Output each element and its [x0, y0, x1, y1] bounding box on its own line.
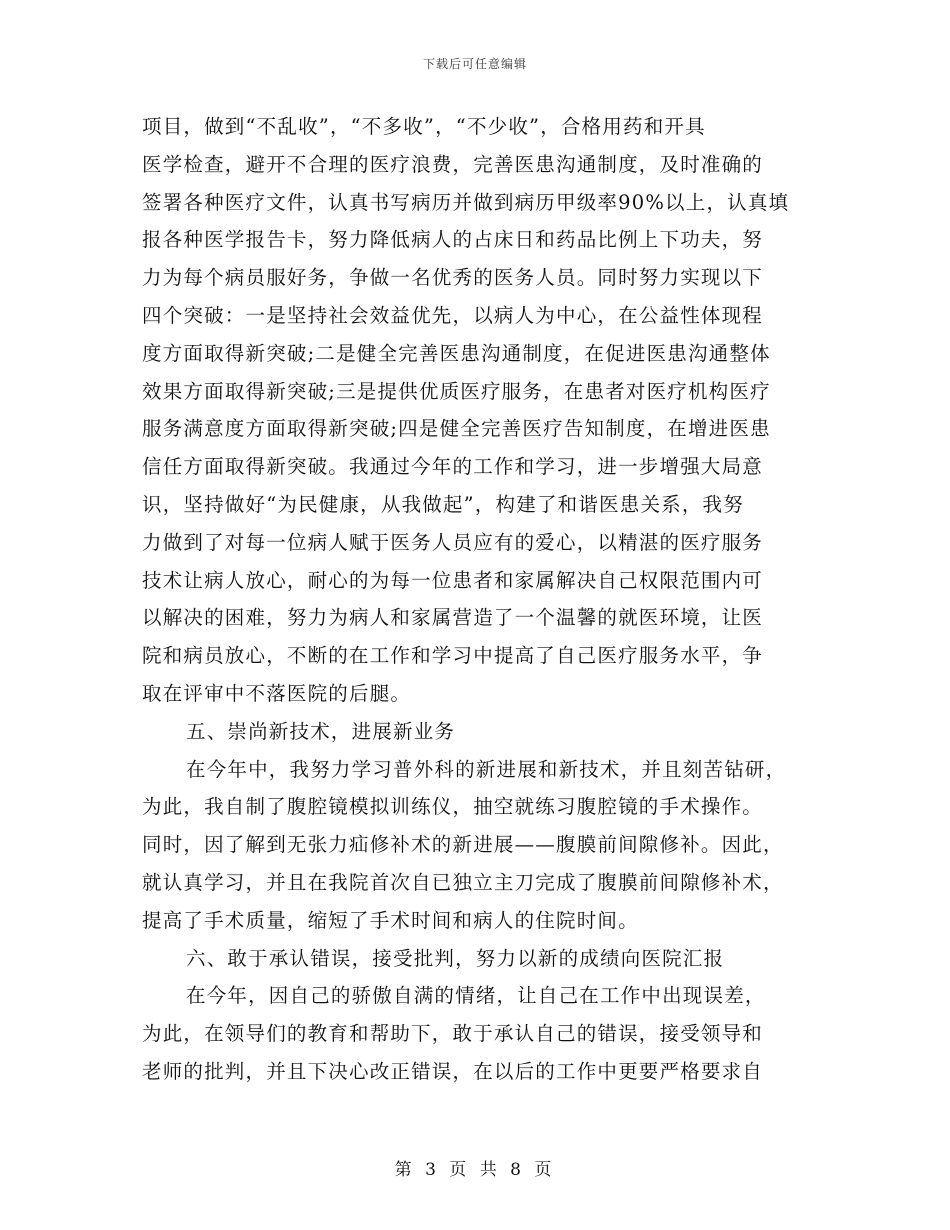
text-line: 信任方面取得新突破。我通过今年的工作和学习，进一步增强大局意	[142, 455, 764, 479]
text-line: 取在评审中不落医院的后腿。	[142, 681, 412, 705]
text-line: 老师的批判，并且下决心改正错误，在以后的工作中更要严格要求自	[142, 1059, 764, 1083]
page-header: 下载后可任意编辑	[422, 57, 527, 71]
text-line: 五、崇尚新技术，进展新业务	[186, 719, 456, 743]
text-line: 以解决的困难，努力为病人和家属营造了一个温馨的就医环境，让医	[142, 606, 764, 630]
text-line: 效果方面取得新突破;三是提供优质医疗服务，在患者对医疗机构医疗	[142, 379, 771, 403]
text-line: 服务满意度方面取得新突破;四是健全完善医疗告知制度，在增进医患	[142, 417, 771, 441]
page-footer: 第 3 页 共 8 页	[394, 1160, 556, 1180]
document-body	[142, 108, 810, 1091]
text-line: 为此，在领导们的教育和帮助下，敢于承认自己的错误，接受领导和	[142, 1022, 764, 1046]
text-line: 度方面取得新突破;二是健全完善医患沟通制度，在促进医患沟通整体	[142, 341, 771, 365]
text-line: 提高了手术质量，缩短了手术时间和病人的住院时间。	[142, 908, 639, 932]
text-line: 力为每个病员服好务，争做一名优秀的医务人员。同时努力实现以下	[142, 266, 764, 290]
text-line: 在今年，因自己的骄傲自满的情绪，让自己在工作中出现误差，	[186, 984, 766, 1008]
text-line: 力做到了对每一位病人赋于医务人员应有的爱心，以精湛的医疗服务	[142, 530, 764, 554]
text-line: 就认真学习，并且在我院首次自已独立主刀完成了腹膜前间隙修补术，	[142, 870, 784, 894]
text-line: 识，坚持做好“为民健康，从我做起”，构建了和谐医患关系，我努	[142, 492, 744, 516]
text-line: 为此，我自制了腹腔镜模拟训练仪，抽空就练习腹腔镜的手术操作。	[142, 795, 764, 819]
text-line: 报各种医学报告卡，努力降低病人的占床日和药品比例上下功夫，努	[142, 228, 764, 252]
text-line: 院和病员放心，不断的在工作和学习中提高了自己医疗服务水平，争	[142, 644, 764, 668]
text-line: 同时，因了解到无张力疝修补术的新进展——腹膜前间隙修补。因此，	[142, 833, 784, 857]
text-line: 医学检查，避开不合理的医疗浪费，完善医患沟通制度，及时准确的	[142, 152, 764, 176]
text-line: 六、敢于承认错误，接受批判，努力以新的成绩向医院汇报	[186, 946, 725, 970]
text-line: 技术让病人放心，耐心的为每一位患者和家属解决自己权限范围内可	[142, 568, 764, 592]
text-line: 项目，做到“不乱收”，“不多收”，“不少收”，合格用药和开具	[142, 115, 706, 138]
text-line: 在今年中，我努力学习普外科的新进展和新技术，并且刻苦钻研，	[186, 757, 787, 781]
text-line: 四个突破：一是坚持社会效益优先，以病人为中心，在公益性体现程	[142, 303, 764, 327]
text-line: 签署各种医疗文件，认真书写病历并做到病历甲级率90%以上，认真填	[142, 190, 790, 214]
